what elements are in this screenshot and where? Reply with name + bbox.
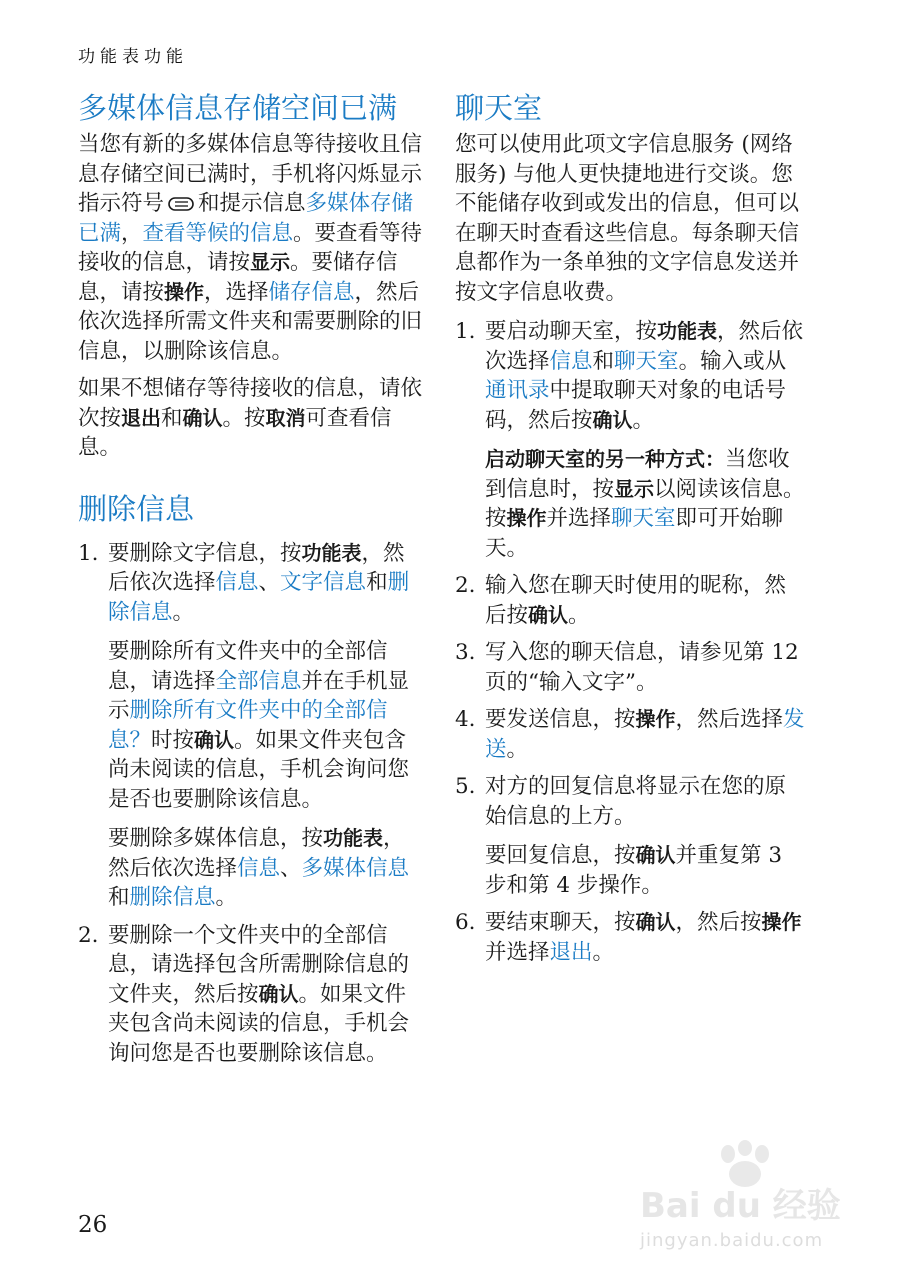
left-column [78, 88, 424, 1076]
link-view-waiting: 查看等候的信息 [142, 220, 294, 246]
section-title-delete-messages: 删除信息 [78, 491, 195, 526]
list-item: 4. 要发送信息，按操作，然后选择发送。 [455, 707, 805, 762]
section-title-chat: 聊天室 [455, 91, 543, 125]
paragraph: 当您有新的多媒体信息等待接收且信息存储空间已满时，手机将闪烁显示指示符号 和提示信息多媒体存储已满，查看等候的信息。要查看等待接收的信息，请按显示。要储存信息，请按操作，选择储存信息，然后依次选择所需文件夹和需要删除的旧信息，以删除该信息。 [78, 132, 423, 364]
page-number: 26 [78, 1212, 108, 1238]
link-save-message: 储存信息 [268, 279, 355, 305]
list-item: 1. 要启动聊天室，按功能表，然后依次选择信息和聊天室。输入或从通讯录中提取聊天对象的电话号码，然后按确认。 启动聊天室的另一种方式：当您收到信息时，按显示以阅读该信息。按操作并选择聊天室即可开始聊天。 [455, 319, 805, 561]
paragraph: 如果不想储存等待接收的信息，请依次按退出和确认。按取消可查看信息。 [78, 376, 423, 460]
delete-steps-list [78, 539, 424, 1069]
list-item: 3. 写入您的聊天信息，请参见第 12 页的“输入文字”。 [455, 640, 799, 695]
section-title-mms-full: 多媒体信息存储空间已满 [78, 91, 398, 125]
mms-memory-full-icon [168, 197, 194, 211]
list-item: 6. 要结束聊天，按确认，然后按操作并选择退出。 [455, 910, 802, 965]
link-mms-memory-full: 多媒体存储已满 [78, 191, 414, 246]
paragraph: 您可以使用此项文字信息服务 (网络服务) 与他人更快捷地进行交谈。您不能储存收到或发出的信息，但可以在聊天时查看这些信息。每条聊天信息都作为一条单独的文字信息发送并按文字信息收费。 [455, 132, 800, 305]
list-item: 5. 对方的回复信息将显示在您的原始信息的上方。 要回复信息，按确认并重复第 3 步和第 4 步操作。 [455, 774, 787, 898]
chat-steps-list [455, 317, 805, 967]
watermark-url: jingyan.baidu.com [640, 1230, 824, 1251]
list-item: 2. 要删除一个文件夹中的全部信息，请选择包含所需删除信息的文件夹，然后按确认。如果文件夹包含尚未阅读的信息，手机会询问您是否也要删除该信息。 [78, 922, 410, 1066]
list-item: 2. 输入您在聊天时使用的昵称，然后按确认。 [455, 573, 787, 628]
watermark-brand: Bai du 经验 [640, 1186, 841, 1226]
list-item: 1. 要删除文字信息，按功能表，然后依次选择信息、文字信息和删除信息。 要删除所有文件夹中的全部信息，请选择全部信息并在手机显示删除所有文件夹中的全部信息？时按确认。如果文件夹包含尚未阅读的信息，手机会询问您是否也要删除该信息。 要删除多媒体信息，按功能表，然后依次选择信息、多媒体信息和删除信息。 [78, 540, 410, 910]
running-header: 功能表功能 [78, 47, 188, 67]
baidu-watermark [640, 1140, 860, 1270]
right-column [455, 88, 805, 975]
